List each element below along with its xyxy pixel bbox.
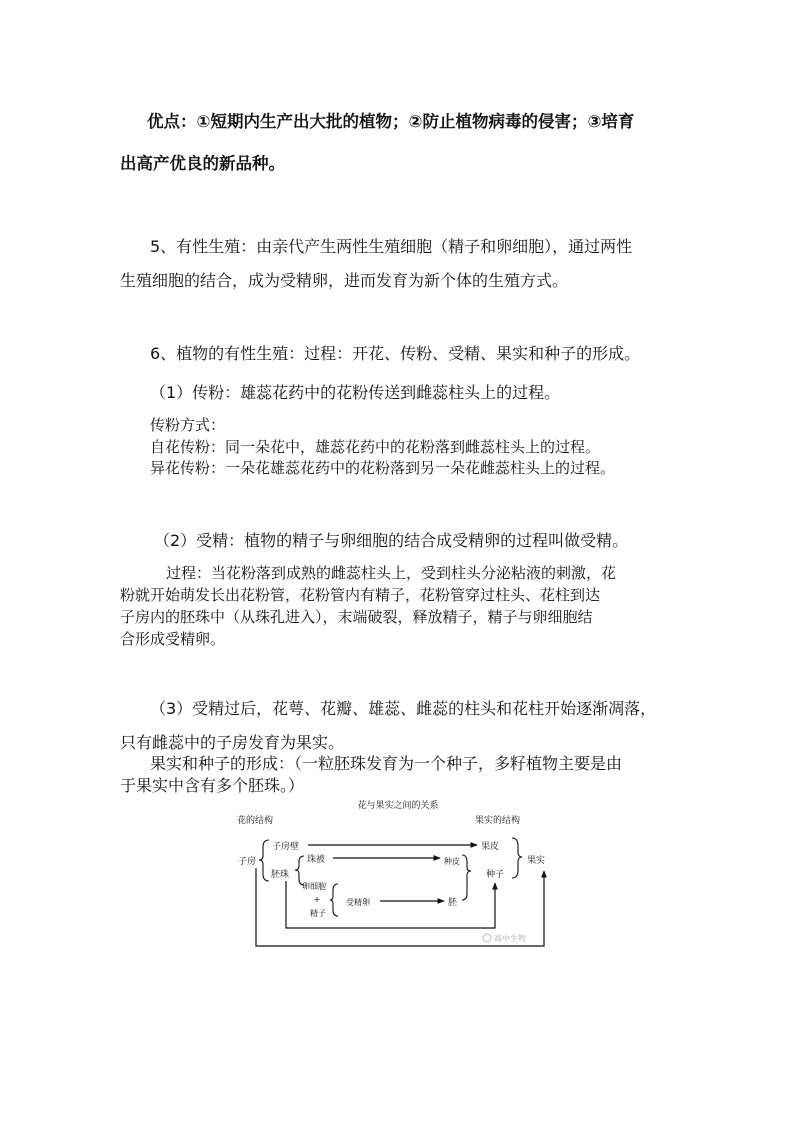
advantages-line-1: 优点：①短期内生产出大批的植物；②防止植物病毒的侵害；③培育	[147, 112, 635, 131]
diagram-zygote: 受精卵	[346, 898, 370, 907]
diagram-embryo: 胚	[448, 898, 458, 908]
process-line-2: 粉就开始萌发长出花粉管，花粉管内有精子，花粉管穿过柱头、花柱到达	[120, 586, 601, 604]
diagram-sperm: 精子	[310, 909, 326, 918]
after-fertilization-line-2: 只有雌蕊中的子房发育为果实。	[120, 733, 345, 752]
diagram-brace-ovule	[295, 856, 304, 885]
advantages-line-2: 出高产优良的新品种。	[120, 154, 285, 173]
pollination-methods-title: 传粉方式：	[150, 416, 226, 434]
diagram-pericarp: 果皮	[481, 842, 500, 852]
diagram-ovary-wall: 子房壁	[272, 842, 300, 852]
diagram-integument: 珠被	[307, 855, 326, 865]
process-line-3: 子房内的胚珠中（从珠孔进入），末端破裂，释放精子，精子与卵细胞结	[120, 608, 593, 626]
pollination-definition: （1）传粉：雄蕊花药中的花粉传送到雌蕊柱头上的过程。	[150, 383, 561, 402]
after-fertilization-line-1: （3）受精过后，花萼、花瓣、雄蕊、雌蕊的柱头和花柱开始逐渐凋落，	[150, 699, 657, 718]
diagram-left-header: 花的结构	[237, 816, 274, 826]
diagram-brace-fruit	[512, 838, 522, 878]
diagram-brace-zygote	[330, 884, 338, 916]
flower-fruit-relationship-diagram	[226, 794, 566, 964]
fruit-seed-line-2: 于果实中含有多个胚珠。）	[120, 776, 305, 795]
diagram-egg-cell: 卵细胞	[302, 882, 326, 891]
watermark	[483, 933, 526, 943]
self-pollination: 自花传粉：同一朵花中，雄蕊花药中的花粉落到雌蕊柱头上的过程。	[150, 438, 601, 456]
diagram-brace-ovary	[259, 840, 269, 881]
diagram-seed-coat: 种皮	[444, 857, 460, 866]
diagram-brace-seed	[462, 855, 471, 900]
diagram-ovary: 子房	[238, 857, 257, 867]
process-line-4: 合形成受精卵。	[120, 630, 226, 648]
diagram-fruit: 果实	[527, 856, 546, 866]
diagram-ovule: 胚珠	[271, 870, 290, 880]
watermark-icon	[483, 934, 491, 942]
process-line-1: 过程：当花粉落到成熟的雌蕊柱头上，受到柱头分泌粘液的刺激，花	[166, 564, 617, 582]
diagram-seed: 种子	[486, 870, 505, 880]
sexual-reproduction-line-1: 5、有性生殖：由亲代产生两性生殖细胞（精子和卵细胞），通过两性	[150, 237, 633, 256]
fertilization-definition: （2）受精：植物的精子与卵细胞的结合成受精卵的过程叫做受精。	[154, 531, 629, 550]
cross-pollination: 异花传粉：一朵花雄蕊花药中的花粉落到另一朵花雌蕊柱头上的过程。	[150, 459, 616, 477]
plant-sexual-heading: 6、植物的有性生殖：过程：开花、传粉、受精、果实和种子的形成。	[150, 344, 641, 363]
watermark-text: 高中生物	[494, 934, 526, 943]
diagram-right-header: 果实的结构	[475, 816, 521, 826]
fruit-seed-line-1: 果实和种子的形成：（一粒胚珠发育为一个种子，多籽植物主要是由	[150, 754, 623, 773]
diagram-plus: +	[313, 895, 321, 904]
diagram-title: 花与果实之间的关系	[357, 801, 439, 811]
sexual-reproduction-line-2: 生殖细胞的结合，成为受精卵，进而发育为新个体的生殖方式。	[120, 271, 569, 290]
